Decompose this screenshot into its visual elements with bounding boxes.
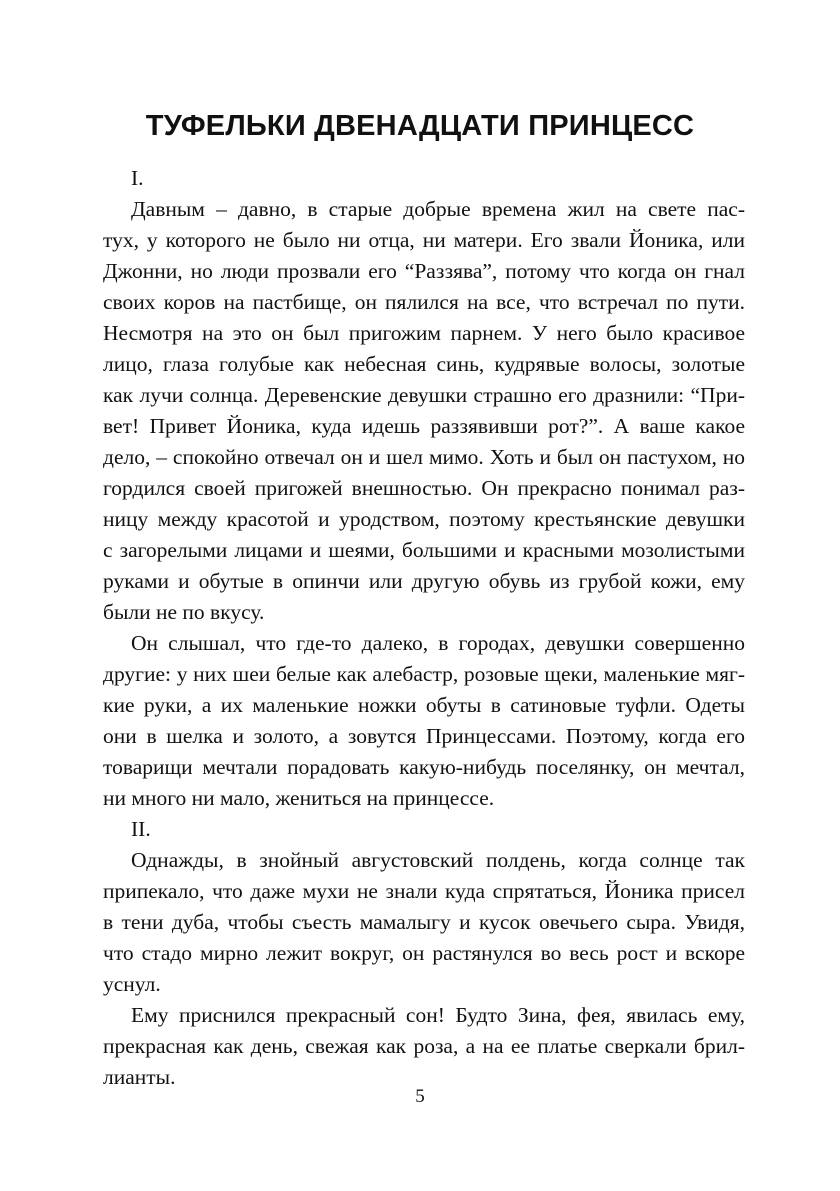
text-line: тух, у которого не было ни отца, ни матери. Его звали Йоника, или: [103, 228, 745, 252]
text-line: I.: [131, 166, 144, 190]
text-line: как лучи солнца. Деревенские девушки страшно его дразнили: “При-: [103, 383, 745, 407]
text-line: Ему приснился прекрасный сон! Будто Зина, фея, явилась ему,: [131, 1003, 745, 1027]
text-line: ницу между красотой и уродством, поэтому крестьянские девушки: [103, 507, 745, 531]
chapter-title: ТУФЕЛЬКИ ДВЕНАДЦАТИ ПРИНЦЕСС: [145, 110, 695, 142]
text-line: припекало, что даже мухи не знали куда спрятаться, Йоника присел: [103, 879, 745, 903]
text-line: ни много ни мало, жениться на принцессе.: [103, 786, 495, 810]
text-line: Он слышал, что где-то далеко, в городах, девушки совершенно: [131, 631, 745, 655]
body-text: [103, 163, 745, 1093]
text-line: уснул.: [103, 972, 161, 996]
text-line: лианты.: [103, 1065, 176, 1089]
text-line: в тени дуба, чтобы съесть мамалыгу и кусок овечьего сыра. Увидя,: [103, 910, 745, 934]
page-number: 5: [415, 1086, 425, 1107]
text-line: своих коров на пастбище, он пялился на все, что встречал по пути.: [103, 290, 745, 314]
text-line: лицо, глаза голубые как небесная синь, кудрявые волосы, золотые: [103, 352, 745, 376]
text-line: гордился своей пригожей внешностью. Он прекрасно понимал раз-: [103, 476, 745, 500]
text-line: Однажды, в знойный августовский полдень, когда солнце так: [131, 848, 745, 872]
text-line: они в шелка и золото, а зовутся Принцессами. Поэтому, когда его: [103, 724, 745, 748]
text-line: прекрасная как день, свежая как роза, а на ее платье сверкали брил-: [103, 1034, 745, 1058]
text-line: Несмотря на это он был пригожим парнем. У него было красивое: [103, 321, 745, 345]
text-line: что стадо мирно лежит вокруг, он растянулся во весь рост и вскоре: [103, 941, 745, 965]
text-line: другие: у них шеи белые как алебастр, розовые щеки, маленькие мяг-: [103, 662, 745, 686]
text-line: Джонни, но люди прозвали его “Раззява”, потому что когда он гнал: [103, 259, 745, 283]
text-line: товарищи мечтали порадовать какую-нибудь поселянку, он мечтал,: [103, 755, 745, 779]
text-line: Давным – давно, в старые добрые времена жил на свете пас-: [131, 197, 745, 221]
text-line: руками и обутые в опинчи или другую обувь из грубой кожи, ему: [103, 569, 745, 593]
text-line: II.: [131, 817, 151, 841]
text-line: с загорелыми лицами и шеями, большими и красными мозолистыми: [103, 538, 745, 562]
text-line: кие руки, а их маленькие ножки обуты в сатиновые туфли. Одеты: [103, 693, 745, 717]
text-line: вет! Привет Йоника, куда идешь раззявивши рот?”. А ваше какое: [103, 414, 745, 438]
text-line: были не по вкусу.: [103, 600, 265, 624]
text-line: дело, – спокойно отвечал он и шел мимо. Хоть и был он пастухом, но: [103, 445, 745, 469]
